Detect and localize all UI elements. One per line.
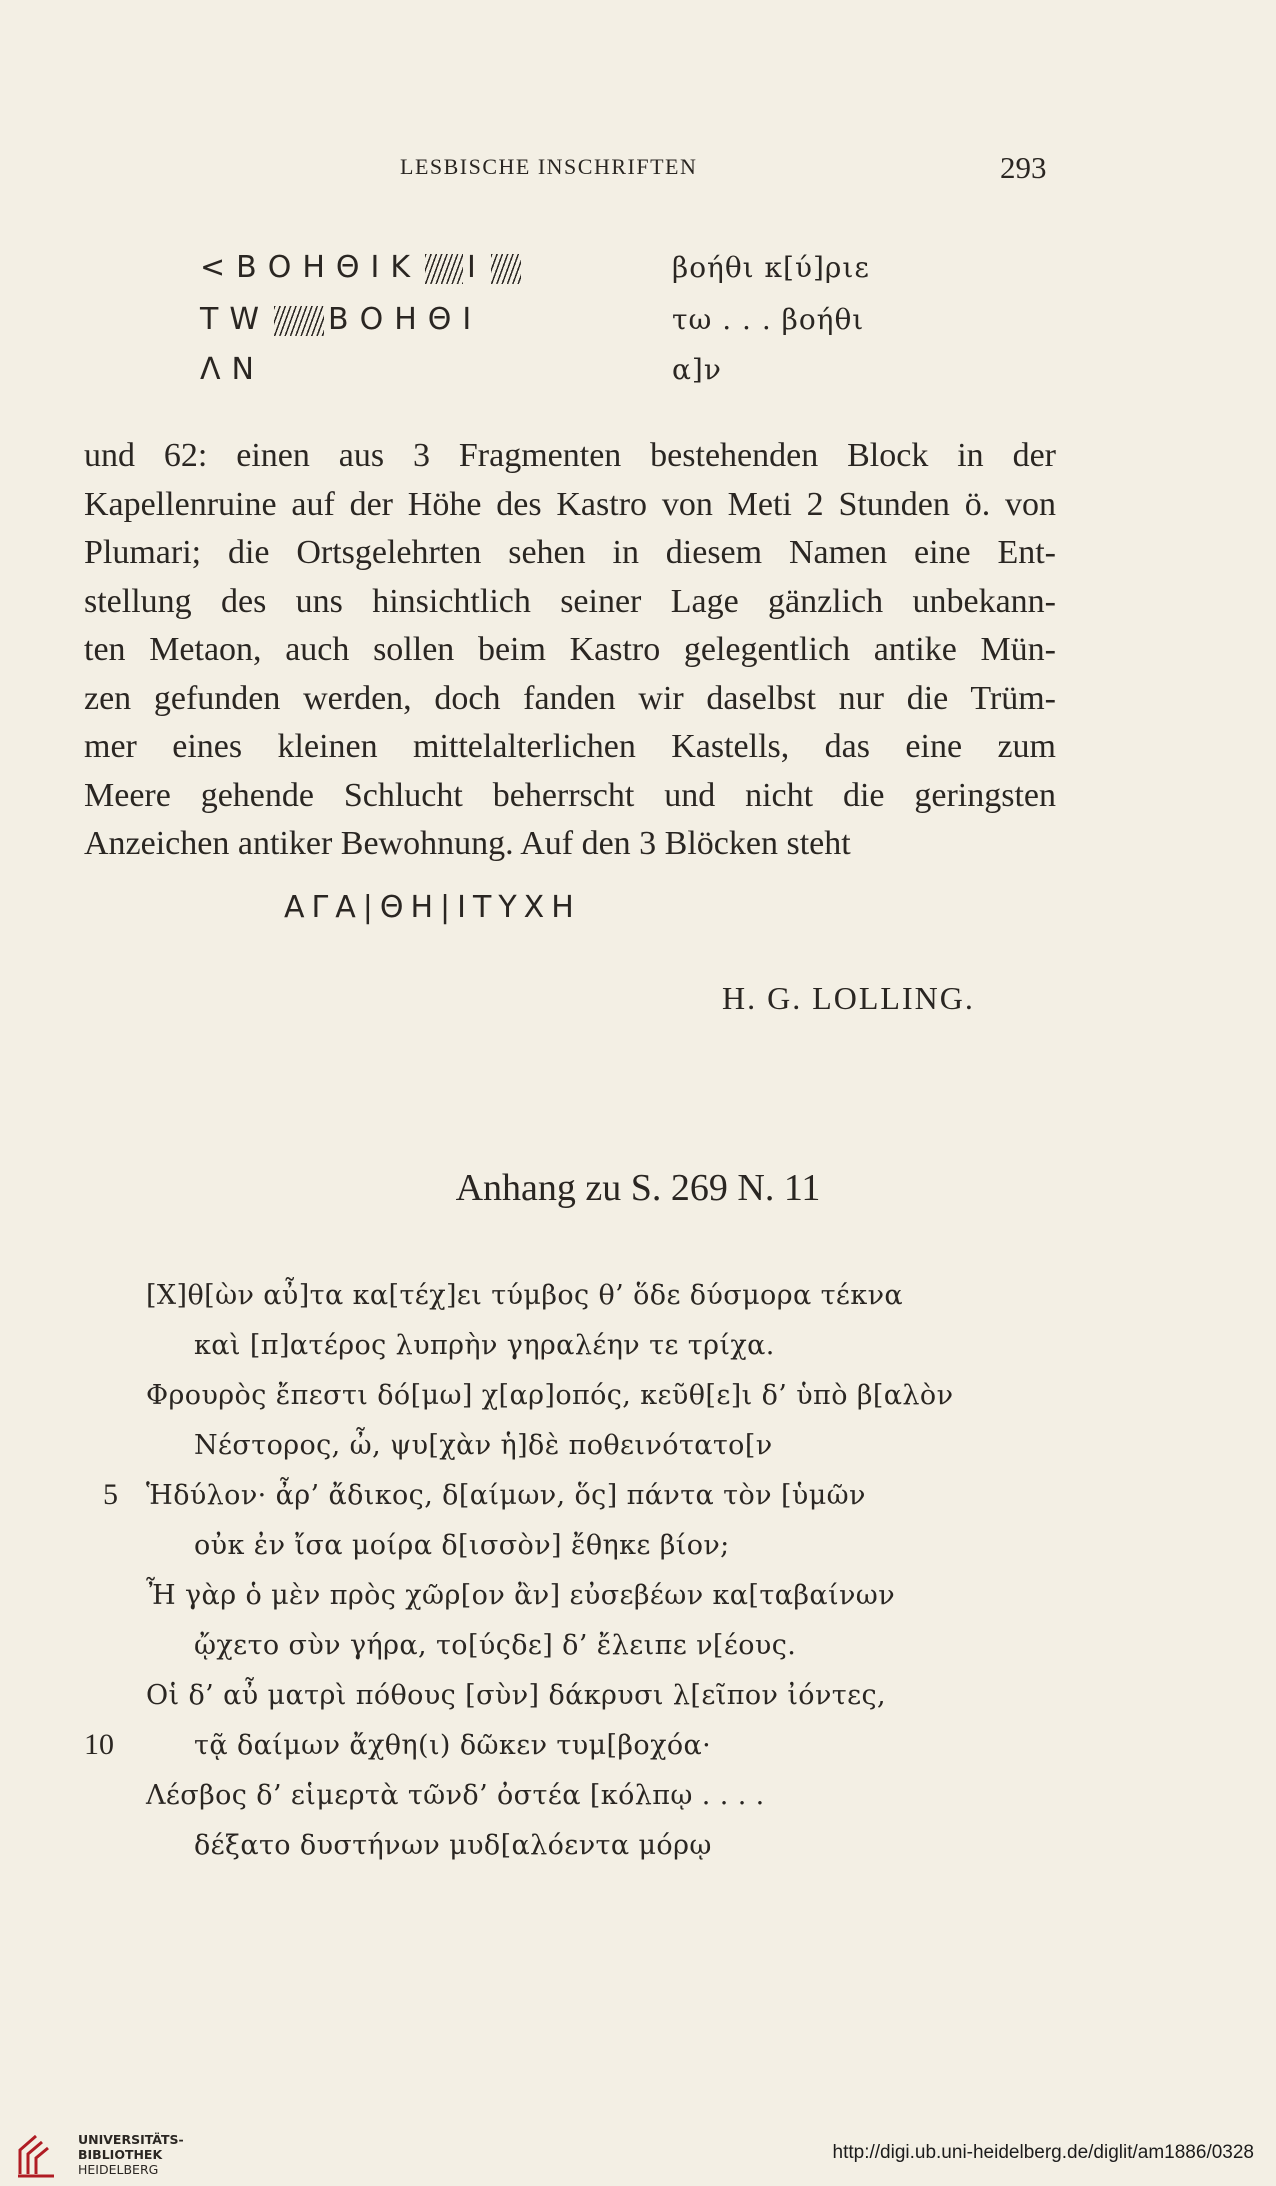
inscription-text: ΤW [200, 302, 270, 337]
verse-line: ᾤχετο σὺν γήρα, το[ύςδε] δ’ ἔλειπε ν[έους. [194, 1630, 797, 1661]
running-title: LESBISCHE INSCHRIFTEN [400, 154, 698, 179]
library-line: UNIVERSITÄTS- [78, 2132, 184, 2147]
running-head [0, 150, 1276, 186]
verse-line: Λέσβος δ’ εἱμερτὰ τῶνδ’ ὀστέα [κόλπῳ . . . . [146, 1780, 765, 1811]
verse-line: Ἦ γὰρ ὁ μὲν πρὸς χῶρ[ον ἂν] εὐσεβέων κα[ταβαίνων [146, 1580, 896, 1611]
inscription-text: ΛΝ [200, 352, 265, 387]
paragraph-line: Kapellenruine auf der Höhe des Kastro von Meti 2 Stunden ö. von [84, 485, 1056, 523]
paragraph-line: zen gefunden werden, doch fanden wir daselbst nur die Trüm- [84, 679, 1056, 717]
paragraph-line: mer eines kleinen mittelalterlichen Kastells, das eine zum [84, 728, 1056, 765]
paragraph-line: Meere gehende Schlucht beherrscht und nicht die geringsten [84, 776, 1056, 814]
paragraph-line: und 62: einen aus 3 Fragmenten bestehenden Block in der [84, 437, 1056, 474]
inscription-text: <ΒΟΗΘΙΚ [200, 250, 422, 285]
verse-line: Οἱ δ’ αὖ ματρὶ πόθους [σὺν] δάκρυσι λ[εῖπον ἰόντες, [146, 1680, 886, 1711]
verse-line: Ἡδύλον· ἆρ’ ἄδικος, δ[αίμων, ὅς] πάντα τὸν [ὑμῶν [146, 1480, 866, 1511]
page-number: 293 [1000, 150, 1047, 185]
verse-line: οὐκ ἐν ἴσα μοίρα δ[ισσὸν] ἔθηκε βίον; [194, 1530, 730, 1561]
transcription-line: τω . . . βοήθι [672, 303, 865, 336]
lacuna-hatch [425, 254, 463, 284]
body-paragraph [84, 432, 1056, 869]
paragraph-line: ten Metaon, auch sollen beim Kastro gelegentlich antike Mün- [84, 631, 1056, 668]
inscription-text: ΒΟΗΘΙ [328, 302, 483, 337]
verse-line: Φρουρὸς ἔπεστι δό[μω] χ[αρ]οπός, κεῦθ[ε]ι δ’ ὑπὸ β[αλὸν [146, 1380, 954, 1411]
footer [0, 2120, 1276, 2186]
verse-line: τᾷ δαίμων ἄχθη(ι) δῶκεν τυμ[βοχόα· [194, 1730, 712, 1761]
appendix-heading: Anhang zu S. 269 N. 11 [455, 1167, 821, 1209]
transcription-line: α]ν [672, 353, 722, 386]
author-signature: H. G. LOLLING. [722, 980, 975, 1016]
library-name [78, 2132, 184, 2177]
inscription-text: Ι [467, 250, 487, 285]
inscription-line [200, 248, 525, 288]
transcription-line: βοήθι κ[ύ]ριε [672, 251, 870, 284]
library-line: BIBLIOTHEK [78, 2147, 163, 2162]
inscription-line [200, 350, 265, 390]
paragraph-line: stellung des uns hinsichtlich seiner Lage gänzlich unbekann- [84, 582, 1056, 620]
lacuna-hatch [274, 306, 324, 336]
paragraph-line: Plumari; die Ortsgelehrten sehen in diesem Namen eine Ent- [84, 534, 1056, 571]
inscription-block-1 [0, 248, 1276, 398]
inscription-2: ΑΓΑ|ΘΗ|ΙΤΥΧΗ [284, 890, 581, 925]
verse-line: Νέστορος, ὦ, ψυ[χὰν ἡ]δὲ ποθεινότατο[ν [194, 1430, 773, 1461]
line-number: 5 [103, 1478, 118, 1511]
source-url-link[interactable]: http://digi.ub.uni-heidelberg.de/diglit/am1886/0328 [832, 2142, 1254, 2163]
lacuna-hatch [491, 254, 521, 284]
line-number: 10 [84, 1728, 114, 1761]
paragraph-line: Anzeichen antiker Bewohnung. Auf den 3 Blöcken steht [84, 825, 851, 862]
university-library-logo-icon [14, 2128, 70, 2180]
inscription-line [200, 300, 482, 340]
library-line: HEIDELBERG [78, 2162, 159, 2177]
verse-line: καὶ [π]ατέρος λυπρὴν γηραλέην τε τρίχα. [194, 1330, 775, 1361]
verse-line: [Χ]θ[ὼν αὖ]τα κα[τέχ]ει τύμβος θ’ ὅδε δύσμορα τέκνα [146, 1280, 904, 1311]
verse-line: δέξατο δυστήνων μυδ[αλόεντα μόρῳ [194, 1830, 712, 1861]
